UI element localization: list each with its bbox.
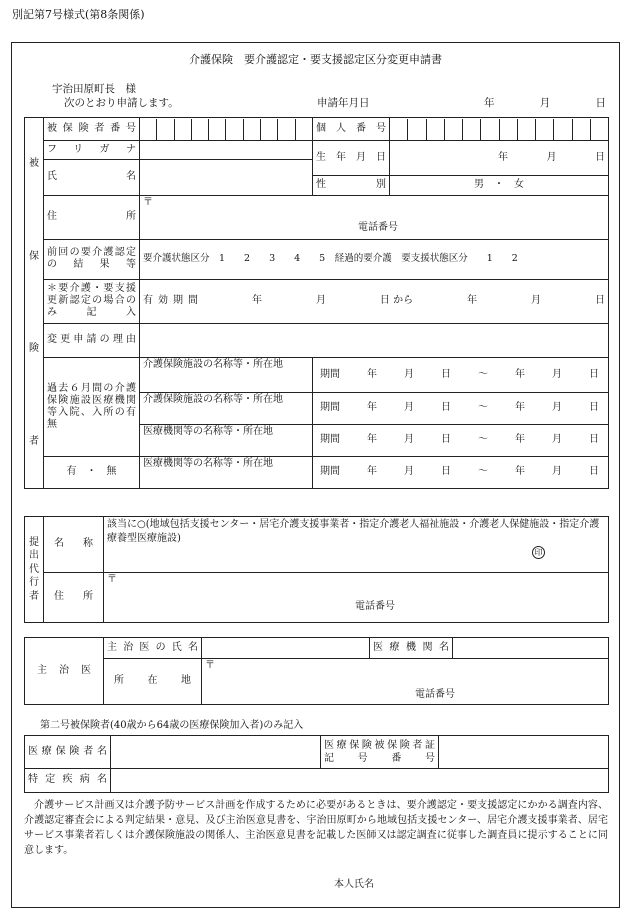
phone-label: 電話番号 (358, 222, 398, 233)
form-frame (11, 42, 620, 908)
doctor-name-label: 主治医の氏名 (104, 638, 202, 659)
agent-name-input[interactable] (104, 517, 609, 573)
insurer-name-label: 医療保険者名 (25, 736, 111, 769)
insurer-name-input[interactable] (111, 736, 321, 769)
agent-address-input[interactable]: 〒 電話番号 (104, 573, 609, 623)
doctor-group-label: 主治医 (25, 638, 104, 705)
hospital-history-umu[interactable]: 有 ・ 無 (44, 457, 140, 489)
addressee: 宇治田原町長 様 (52, 83, 136, 95)
facility-row-3-period[interactable]: 期間 年 月 日 ～ 年 月 日 (313, 425, 609, 457)
seal-icon: 印 (532, 546, 545, 559)
form-number-note: 別記第7号様式(第8条関係) (12, 8, 145, 21)
birthdate-label: 生年月日 (313, 141, 390, 176)
signature-input[interactable] (387, 877, 597, 893)
facility-row-3-input[interactable]: 医療機関等の名称等・所在地 (140, 425, 313, 457)
insured-card-label: 医療保険被保険者証 記 号 番 号 (321, 736, 439, 769)
insured-number-label: 被保険者番号 (44, 118, 140, 141)
birthdate-input[interactable]: 年 月 日 (390, 141, 609, 176)
personal-number-input[interactable] (390, 118, 609, 141)
disease-label: 特定疾病名 (25, 769, 111, 793)
facility-row-1-period[interactable]: 期間 年 月 日 ～ 年 月 日 (313, 357, 609, 393)
sex-select[interactable]: 男 ・ 女 (390, 175, 609, 195)
consent-text: 介護サービス計画又は介護予防サービス計画を作成するために必要があるときは、要介護認定・要支援認定にかかる調査内容、介護認定審査会による判定結果・意見、及び主治医意見書を、宇治田原町から地域包括支援センター、居宅介護支援事業者、居宅サービス事業者若しくは介護保険施設の関係人、主治医意見書を記載した医師又は認定調査に従事した調査員に提示することに同意します。 (24, 800, 608, 856)
valid-period-input[interactable]: 有効期間 年 月 日 から 年 月 日 (140, 279, 609, 323)
type2-table (24, 735, 609, 793)
application-date-label: 申請年月日 (317, 97, 370, 109)
agent-phone-label: 電話番号 (355, 600, 395, 612)
form-title: 介護保険 要介護認定・要支援認定区分変更申請書 (189, 53, 442, 66)
doctor-address-label: 所在地 (104, 659, 202, 705)
renewal-note-label: ＊要介護・要支援更新認定の場合のみ記入 (44, 279, 140, 323)
change-reason-label: 変更申請の理由 (44, 323, 140, 357)
type2-note: 第二号被保険者(40歳から64歳の医療保険加入者)のみ記入 (40, 720, 304, 731)
facility-row-2-input[interactable]: 介護保険施設の名称等・所在地 (140, 393, 313, 425)
agent-table (24, 516, 609, 623)
doctor-address-input[interactable]: 〒 電話番号 (202, 659, 609, 705)
doctor-name-input[interactable] (202, 638, 370, 659)
doctor-table (24, 637, 609, 705)
application-date-field[interactable]: 年 月 日 (484, 97, 606, 109)
sex-label: 性別 (313, 175, 390, 195)
agent-name-note: 該当に○(地域包括支援センター・居宅介護支援事業者・指定介護老人福祉施設・介護老人保健施設・指定介護療養型医療施設) (107, 519, 600, 544)
furigana-label: フリガナ (44, 141, 140, 160)
insured-card-input[interactable] (439, 736, 609, 769)
agent-address-label: 住所 (44, 573, 104, 623)
agent-group-label: 提出代行者 (25, 517, 44, 623)
prev-result-select[interactable]: 要介護状態区分 1 2 3 4 5 経過的要介護 要支援状態区分 1 2 (140, 239, 609, 279)
insured-table (24, 117, 609, 489)
postal-mark: 〒 (143, 196, 153, 208)
facility-row-2-period[interactable]: 期間 年 月 日 ～ 年 月 日 (313, 393, 609, 425)
facility-row-1-input[interactable]: 介護保険施設の名称等・所在地 (140, 357, 313, 393)
change-reason-input[interactable] (140, 323, 609, 357)
facility-row-4-period[interactable]: 期間 年 月 日 ～ 年 月 日 (313, 457, 609, 489)
doctor-hospital-label: 医療機関名 (370, 638, 453, 659)
doctor-hospital-input[interactable] (453, 638, 609, 659)
insured-number-input[interactable] (140, 118, 313, 141)
prev-result-label: 前回の要介護認定の結果等 (44, 239, 140, 279)
name-input[interactable] (140, 160, 313, 196)
insured-group-label: 被 保 険 者 (25, 118, 44, 489)
address-label: 住所 (44, 195, 140, 239)
address-input[interactable] (140, 195, 609, 239)
name-label: 氏名 (44, 160, 140, 196)
signature-label: 本人氏名 (334, 879, 374, 890)
facility-row-4-input[interactable]: 医療機関等の名称等・所在地 (140, 457, 313, 489)
disease-input[interactable] (111, 769, 609, 793)
personal-number-label: 個人番号 (313, 118, 390, 141)
request-line: 次のとおり申請します。 (64, 97, 179, 109)
agent-name-label: 名称 (44, 517, 104, 573)
furigana-input[interactable] (140, 141, 313, 160)
hospital-history-label: 過去６月間の介護保険施設医療機関等入院、入所の有無 (44, 357, 140, 457)
doctor-phone-label: 電話番号 (415, 688, 455, 700)
